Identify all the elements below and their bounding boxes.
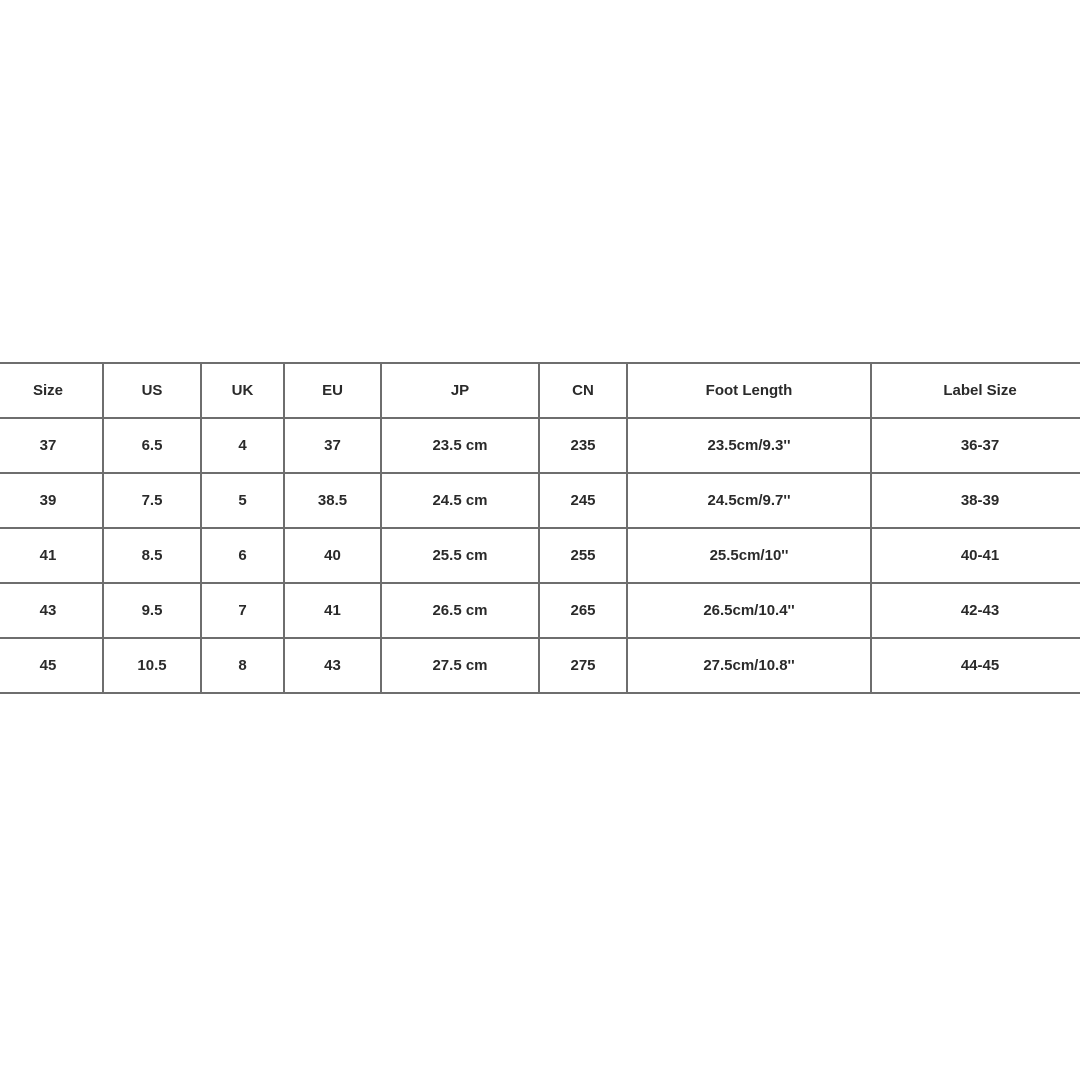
cell-eu: 40: [284, 528, 381, 583]
cell-us: 8.5: [103, 528, 201, 583]
cell-cn: 235: [539, 418, 627, 473]
cell-jp: 26.5 cm: [381, 583, 539, 638]
cell-foot-length: 24.5cm/9.7'': [627, 473, 871, 528]
cell-eu: 43: [284, 638, 381, 693]
table-row: [0, 528, 1080, 583]
table-row: [0, 473, 1080, 528]
cell-eu: 37: [284, 418, 381, 473]
cell-eu: 41: [284, 583, 381, 638]
header-us: US: [103, 363, 201, 418]
header-size: Size: [0, 363, 103, 418]
header-eu: EU: [284, 363, 381, 418]
cell-uk: 4: [201, 418, 284, 473]
header-uk: UK: [201, 363, 284, 418]
cell-size: 39: [0, 473, 103, 528]
cell-us: 9.5: [103, 583, 201, 638]
cell-cn: 275: [539, 638, 627, 693]
cell-us: 6.5: [103, 418, 201, 473]
cell-eu: 38.5: [284, 473, 381, 528]
cell-label-size: 40-41: [871, 528, 1080, 583]
header-jp: JP: [381, 363, 539, 418]
cell-size: 43: [0, 583, 103, 638]
cell-size: 41: [0, 528, 103, 583]
cell-jp: 23.5 cm: [381, 418, 539, 473]
cell-jp: 25.5 cm: [381, 528, 539, 583]
cell-jp: 27.5 cm: [381, 638, 539, 693]
table-row: [0, 638, 1080, 693]
header-cn: CN: [539, 363, 627, 418]
header-label-size: Label Size: [871, 363, 1080, 418]
cell-us: 7.5: [103, 473, 201, 528]
cell-label-size: 44-45: [871, 638, 1080, 693]
cell-cn: 255: [539, 528, 627, 583]
cell-foot-length: 27.5cm/10.8'': [627, 638, 871, 693]
cell-foot-length: 23.5cm/9.3'': [627, 418, 871, 473]
cell-jp: 24.5 cm: [381, 473, 539, 528]
cell-foot-length: 25.5cm/10'': [627, 528, 871, 583]
cell-label-size: 36-37: [871, 418, 1080, 473]
cell-uk: 6: [201, 528, 284, 583]
cell-size: 45: [0, 638, 103, 693]
cell-foot-length: 26.5cm/10.4'': [627, 583, 871, 638]
cell-us: 10.5: [103, 638, 201, 693]
cell-cn: 245: [539, 473, 627, 528]
cell-label-size: 38-39: [871, 473, 1080, 528]
cell-cn: 265: [539, 583, 627, 638]
cell-uk: 5: [201, 473, 284, 528]
header-foot-length: Foot Length: [627, 363, 871, 418]
table-row: [0, 418, 1080, 473]
table-row: [0, 583, 1080, 638]
header-row: [0, 363, 1080, 418]
cell-label-size: 42-43: [871, 583, 1080, 638]
size-chart-table: [0, 362, 1080, 694]
cell-uk: 8: [201, 638, 284, 693]
cell-size: 37: [0, 418, 103, 473]
cell-uk: 7: [201, 583, 284, 638]
